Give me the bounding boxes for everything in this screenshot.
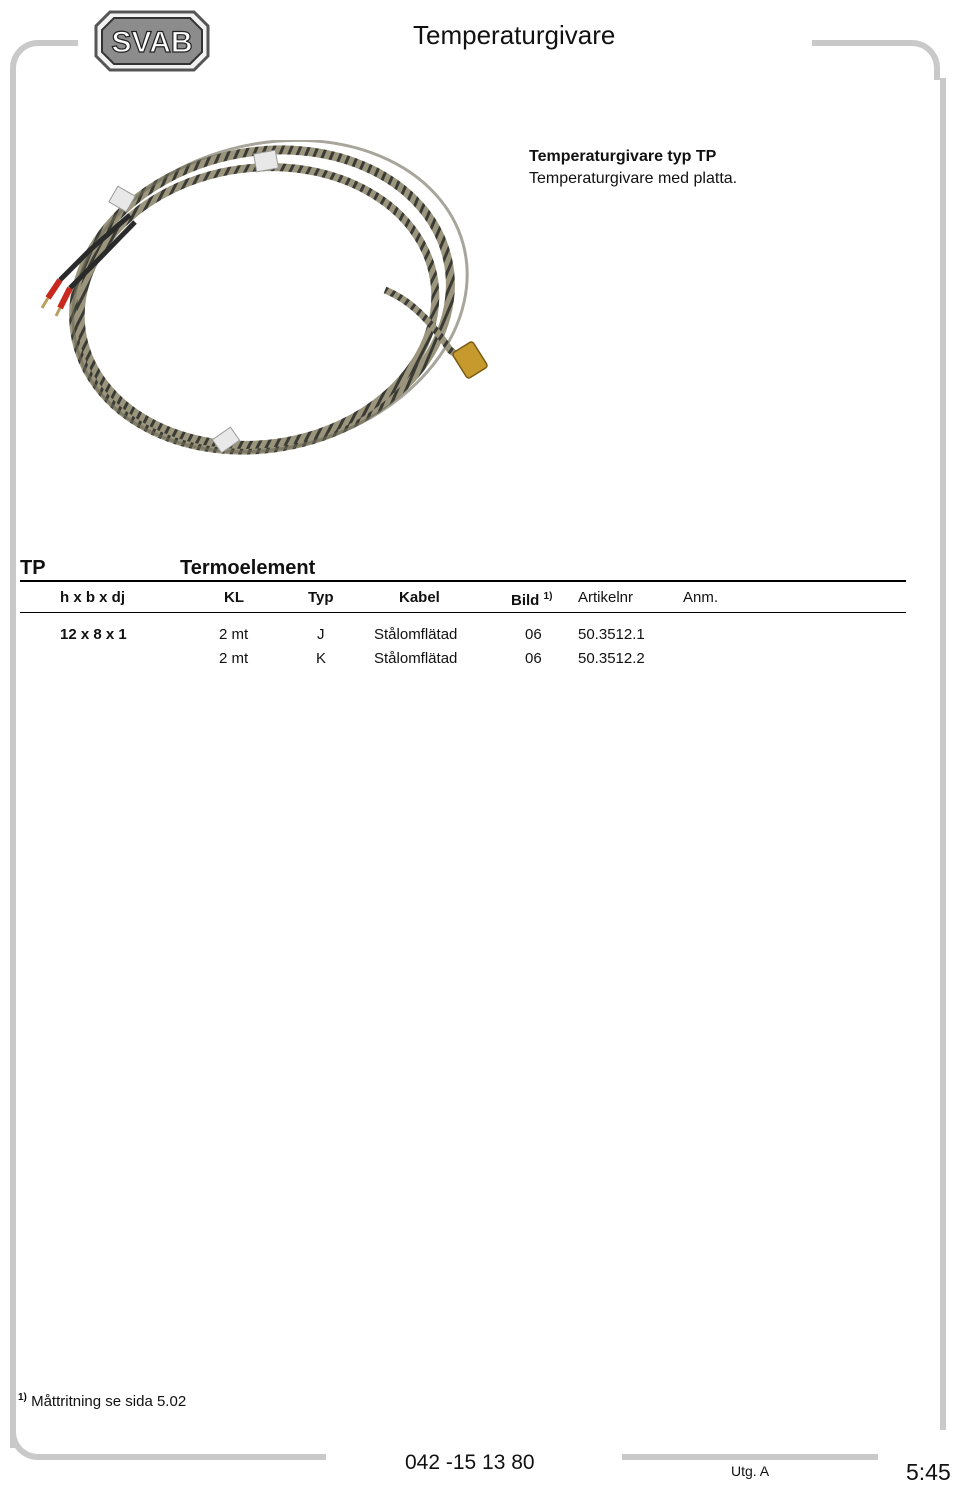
product-photo xyxy=(30,140,500,480)
row2-kl: 2 mt xyxy=(219,650,249,667)
row1-artikelnr: 50.3512.1 xyxy=(578,626,645,643)
table-top-rule xyxy=(20,580,906,582)
product-title: Temperaturgivare typ TP xyxy=(529,148,717,165)
frame-right-edge xyxy=(940,78,946,1430)
header-kabel: Kabel xyxy=(399,589,440,606)
header-anm: Anm. xyxy=(683,589,719,606)
header-typ: Typ xyxy=(308,589,334,606)
row2-artikelnr: 50.3512.2 xyxy=(578,650,645,667)
header-kl: KL xyxy=(224,589,244,606)
row2-typ: K xyxy=(316,650,327,667)
row1-kabel: Stålomflätad xyxy=(374,626,458,643)
row1-bild: 06 xyxy=(525,626,542,643)
frame-bottom-edge-right xyxy=(622,1454,878,1460)
frame-bottom-edge-left xyxy=(48,1454,326,1460)
row1-typ: J xyxy=(317,626,325,643)
section-name: Termoelement xyxy=(180,557,316,579)
svab-logo xyxy=(92,8,212,74)
row1-dims: 12 x 8 x 1 xyxy=(60,626,127,643)
row1-kl: 2 mt xyxy=(219,626,249,643)
frame-corner-top-right xyxy=(812,40,940,80)
header-artikelnr: Artikelnr xyxy=(578,589,634,606)
row2-bild: 06 xyxy=(525,650,542,667)
footer-phone: 042 -15 13 80 xyxy=(405,1451,535,1474)
frame-corner-top-left xyxy=(10,40,78,86)
table-header-rule xyxy=(20,612,906,613)
product-subtitle: Temperaturgivare med platta. xyxy=(529,170,738,187)
logo-text: SVAB xyxy=(111,26,193,59)
page-number: 5:45 xyxy=(906,1459,951,1485)
row2-kabel: Stålomflätad xyxy=(374,650,458,667)
header-bild xyxy=(511,591,552,609)
header-bild-label: Bild xyxy=(511,592,540,609)
footer-edition: Utg. A xyxy=(731,1463,770,1479)
footnote-marker: 1) xyxy=(18,1392,27,1403)
frame-left-edge xyxy=(10,78,16,1448)
page-title: Temperaturgivare xyxy=(413,20,616,50)
header-dims: h x b x dj xyxy=(60,589,126,606)
header-bild-footnote-marker: 1) xyxy=(543,591,553,602)
footnote xyxy=(18,1392,186,1410)
section-code: TP xyxy=(20,557,46,579)
footnote-text: Måttritning se sida 5.02 xyxy=(31,1393,187,1410)
